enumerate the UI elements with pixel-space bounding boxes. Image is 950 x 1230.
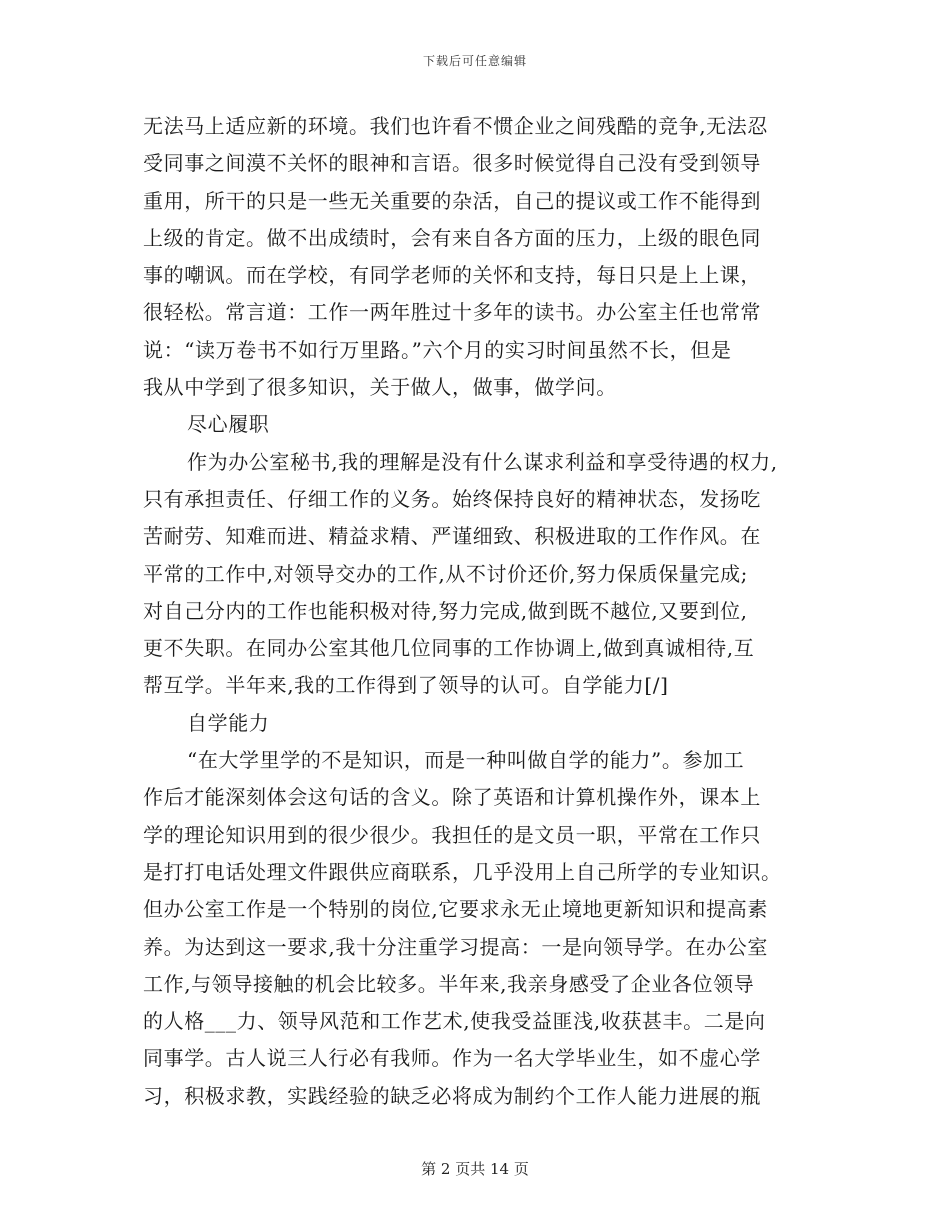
text-line: 受同事之间漠不关怀的眼神和言语。很多时候觉得自己没有受到领导 bbox=[143, 151, 761, 176]
text-line: 更不失职。在同办公室其他几位同事的工作协调上,做到真诚相待,互 bbox=[143, 636, 755, 661]
text-line: 对自己分内的工作也能积极对待,努力完成,做到既不越位,又要到位, bbox=[143, 598, 748, 623]
text-line: 只有承担责任、仔细工作的义务。始终保持良好的精神状态，发扬吃 bbox=[143, 486, 761, 511]
text-line: 学的理论知识用到的很少很少。我担任的是文员一职，平常在工作只 bbox=[143, 822, 761, 847]
text-line: 同事学。古人说三人行必有我师。作为一名大学毕业生，如不虚心学 bbox=[143, 1046, 761, 1071]
text-line: 但办公室工作是一个特别的岗位,它要求永无止境地更新知识和提高素 bbox=[143, 897, 768, 922]
text-line: 平常的工作中,对领导交办的工作,从不讨价还价,努力保质保量完成; bbox=[143, 561, 749, 586]
document-body bbox=[143, 108, 823, 1115]
text-line: 是打打电话处理文件跟供应商联系，几乎没用上自己所学的专业知识。 bbox=[143, 859, 782, 884]
text-line: 工作,与领导接触的机会比较多。半年来,我亲身感受了企业各位领导 bbox=[143, 971, 755, 996]
page-number: 第 2 页共 14 页 bbox=[421, 1160, 529, 1178]
text-line: 习，积极求教，实践经验的缺乏必将成为制约个工作人能力进展的瓶 bbox=[143, 1083, 761, 1108]
text-line: 苦耐劳、知难而进、精益求精、严谨细致、积极进取的工作作风。在 bbox=[143, 524, 761, 549]
text-line: 上级的肯定。做不出成绩时，会有来自各方面的压力，上级的眼色同 bbox=[143, 225, 761, 250]
text-line: 我从中学到了很多知识，关于做人，做事，做学问。 bbox=[143, 375, 617, 400]
text-line: 说：“读万卷书不如行万里路。”六个月的实习时间虽然不长，但是 bbox=[143, 337, 732, 362]
section-heading: 自学能力 bbox=[187, 710, 270, 735]
text-line: “在大学里学的不是知识，而是一种叫做自学的能力”。参加工 bbox=[187, 748, 745, 773]
text-line: 帮互学。半年来,我的工作得到了领导的认可。自学能力[/] bbox=[143, 673, 669, 698]
text-line: 的人格___力、领导风范和工作艺术,使我受益匪浅,收获甚丰。二是向 bbox=[143, 1009, 766, 1034]
text-line: 养。为达到这一要求,我十分注重学习提高：一是向领导学。在办公室 bbox=[143, 934, 768, 959]
text-line: 作后才能深刻体会这句话的含义。除了英语和计算机操作外，课本上 bbox=[143, 785, 761, 810]
text-line: 重用，所干的只是一些无关重要的杂活，自己的提议或工作不能得到 bbox=[143, 188, 761, 213]
section-heading: 尽心履职 bbox=[187, 412, 270, 437]
text-line: 无法马上适应新的环境。我们也许看不惯企业之间残酷的竞争,无法忍 bbox=[143, 114, 768, 138]
page-header: 下载后可任意编辑 bbox=[422, 54, 527, 68]
text-line: 作为办公室秘书,我的理解是没有什么谋求利益和享受待遇的权力, bbox=[187, 449, 778, 474]
text-line: 很轻松。常言道：工作一两年胜过十多年的读书。办公室主任也常常 bbox=[143, 300, 761, 325]
text-line: 事的嘲讽。而在学校，有同学老师的关怀和支持，每日只是上上课， bbox=[143, 263, 761, 288]
